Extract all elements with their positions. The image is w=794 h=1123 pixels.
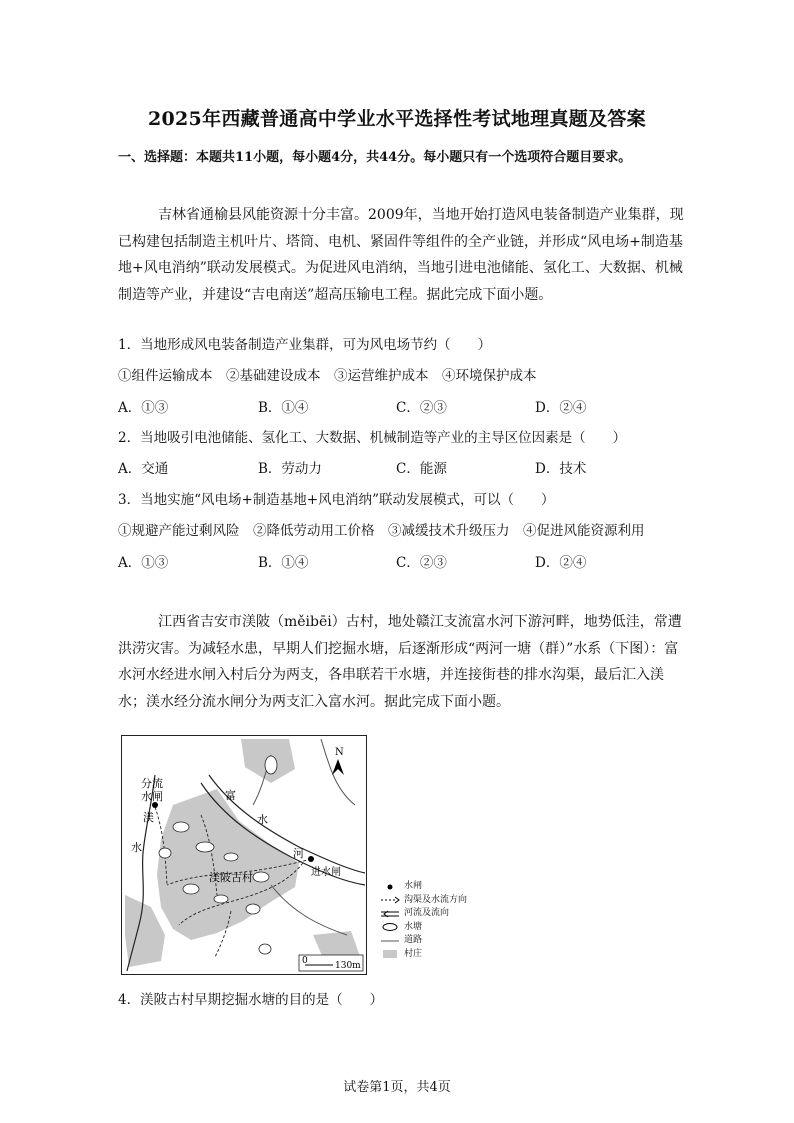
pond [265,756,277,774]
legend-pond [380,921,467,935]
passage-1: 吉林省通榆县风能资源十分丰富。2009年，当地开始打造风电装备制造产业集群，现已构建包括制造主机叶片、塔筒、电机、紧固件等组件的全产业链，并形成“风电场+制造基地+风电消纳”联动发展模式。为促进风电消纳，当地引进电池储能、氢化工、大数据、机械制造等产业，并建设“吉电南送”超高压输电工程。据此完成下面小题。 [118,207,684,303]
q1-option-a: A．①③ [118,400,169,416]
q1-option-d: D．②④ [535,400,587,416]
split-gate-label-1: 分流 [141,777,163,790]
gate-icon [380,882,400,892]
village-label: 渼陂古村 [209,871,253,884]
scale-value: 130m [335,961,361,971]
map-legend [380,880,467,961]
page-footer: 试卷第1页，共4页 [343,1080,451,1095]
he-label: 河 [293,847,304,860]
legend-river-label: 河流及流向 [404,908,450,918]
exam-title: 2025年西藏普通高中学业水平选择性考试地理真题及答案 [148,108,646,130]
north-label: N [335,747,344,758]
q3-items: ①规避产能过剩风险 ②降低劳动用工价格 ③减缓技术升级压力 ④促进风能资源利用 [118,523,645,539]
q4-stem: 4．渼陂古村早期挖掘水塘的目的是（ ） [118,992,384,1008]
q3-option-c: C．②③ [396,555,447,571]
river-icon [380,909,400,919]
shui-label: 水 [257,813,268,826]
q3-option-b: B．①④ [258,555,309,571]
mei-label-1: 渼 [143,811,154,824]
legend-channel-label: 沟渠及水流方向 [404,894,468,905]
channel-icon [380,895,400,905]
q2-stem: 2．当地吸引电池储能、氢化工、大数据、机械制造等产业的主导区位因素是（ ） [118,430,627,446]
q1-option-c: C．②③ [396,400,447,416]
q2-option-c: C．能源 [396,461,447,477]
water-system-map [121,735,367,975]
village-icon [380,949,400,959]
split-gate-label-2: 水闸 [141,790,163,803]
pond [196,842,214,852]
legend-gate-label: 水闸 [404,881,423,891]
legend-gate [380,880,467,894]
legend-pond-label: 水塘 [404,921,423,932]
inlet-gate-label: 进水闸 [311,867,341,878]
pond [173,822,189,832]
pond [259,944,271,954]
q1-items: ①组件运输成本 ②基础建设成本 ③运营维护成本 ④环境保护成本 [118,368,537,384]
q2-option-a: A．交通 [118,461,169,477]
legend-channel [380,894,467,908]
pond [224,853,238,861]
q1-stem: 1．当地形成风电装备制造产业集群，可为风电场节约（ ） [118,337,492,353]
q3-option-d: D．②④ [535,555,587,571]
pond-icon [380,922,400,932]
inlet-gate-marker [308,856,314,862]
pond [214,895,228,903]
passage-2: 江西省吉安市渼陂（měibēi）古村，地处赣江支流富水河下游河畔，地势低洼，常遭洪涝灾害。为减轻水患，早期人们挖掘水塘，后逐渐形成“两河一塘（群）”水系（下图）：富水河水经进水闸入村后分为两支，各串联若干水塘，并连接街巷的排水沟渠，最后汇入渼水；渼水经分流水闸分为两支汇入富水河。据此完成下面小题。 [118,614,682,710]
legend-village [380,948,467,962]
pond [246,904,260,914]
q2-option-b: B．劳动力 [258,461,322,477]
q3-stem: 3．当地实施“风电场+制造基地+风电消纳”联动发展模式，可以（ ） [118,492,555,508]
legend-village-label: 村庄 [404,948,423,959]
q2-option-d: D．技术 [535,461,587,477]
legend-road [380,934,467,948]
q3-option-a: A．①③ [118,555,169,571]
legend-river [380,907,467,921]
pond [253,872,269,882]
scale-zero: 0 [302,956,308,966]
road-icon [380,936,400,946]
q1-option-b: B．①④ [258,400,309,416]
pond [159,848,171,858]
fu-label: 富 [225,789,236,802]
section-heading: 一、选择题：本题共11小题，每小题4分，共44分。每小题只有一个选项符合题目要求。 [118,150,632,165]
pond [183,884,199,894]
legend-road-label: 道路 [404,935,423,945]
mei-label-2: 水 [131,841,142,854]
